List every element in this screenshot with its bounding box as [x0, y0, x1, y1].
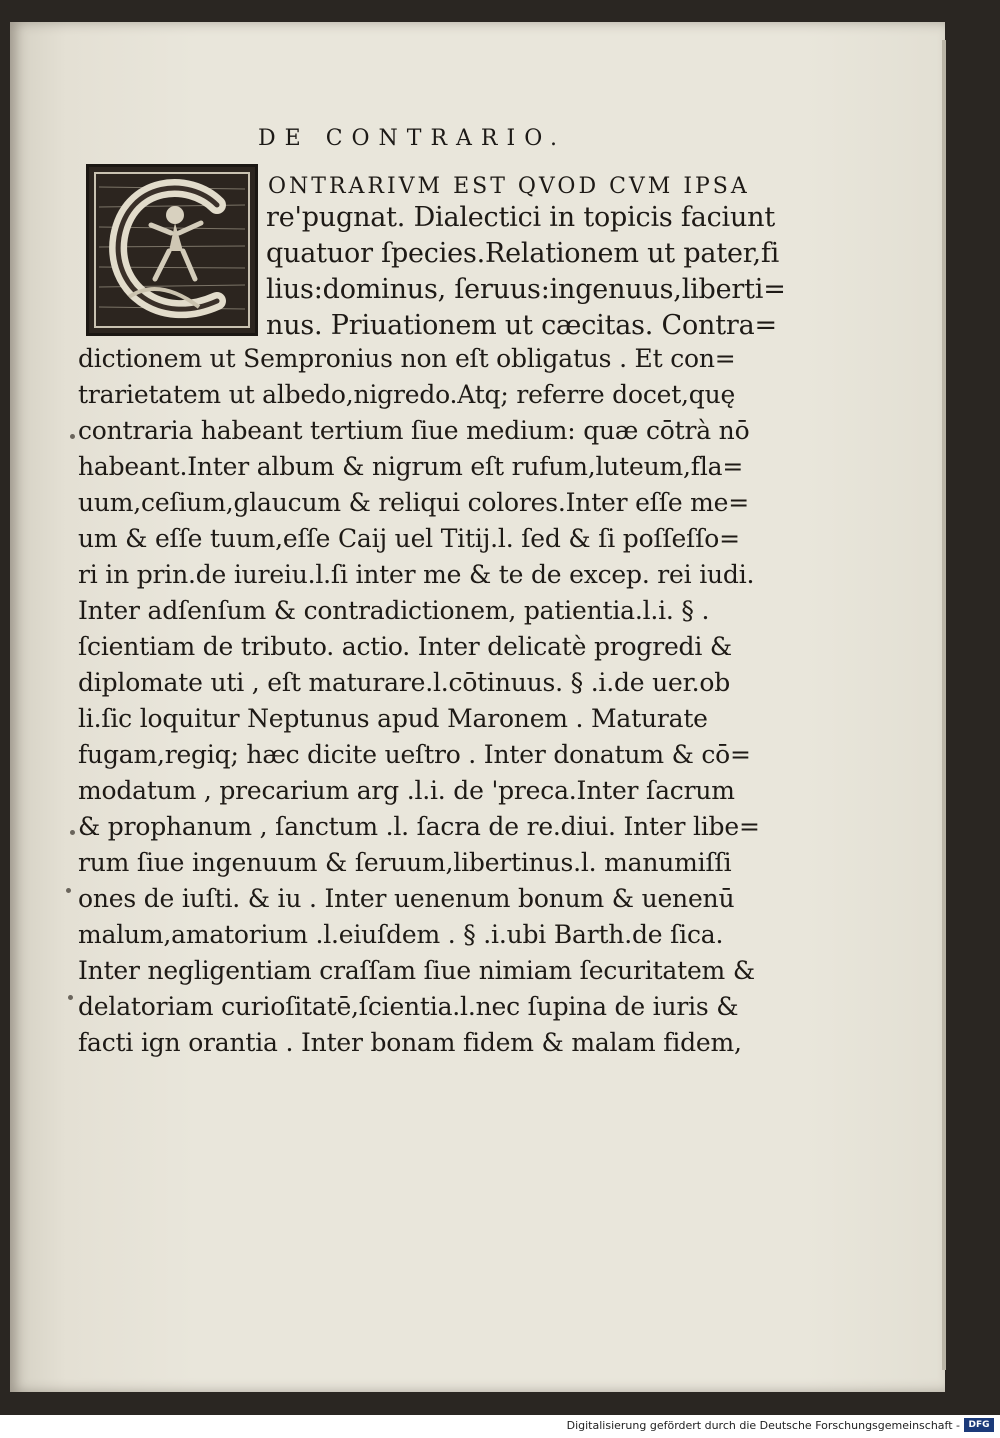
text-line-3: quatuor ſpecies.Relationem ut pater,fi: [266, 238, 780, 269]
text-line-2: re'pugnat. Dialectici in topicis faciunt: [266, 202, 776, 233]
text-line-8: contraria habeant tertium ſiue medium: quæ cōtrà nō: [78, 416, 750, 445]
text-line-15: diplomate uti , eſt maturare.l.cōtinuus. § .i.de uer.ob: [78, 668, 731, 697]
text-line-6: dictionem ut Sempronius non eſt obligatus . Et con=: [78, 344, 736, 373]
text-line-25: facti ign orantia . Inter bonam fidem & malam fidem,: [78, 1028, 742, 1057]
text-line-20: rum ſiue ingenuum & ſeruum,libertinus.l. manumiſſi: [78, 848, 732, 877]
text-line-19: & prophanum , ſanctum .l. ſacra de re.diui. Inter libe=: [78, 812, 760, 841]
margin-mark: [70, 434, 75, 439]
woodcut-initial-image: [89, 167, 255, 333]
text-line-21: ones de iuſti. & iu . Inter uenenum bonum & uenenū: [78, 884, 735, 913]
text-line-23: Inter negligentiam craſſam ſiue nimiam ſecuritatem &: [78, 956, 755, 985]
text-line-7: trarietatem ut albedo,nigredo.Atq; referre docet,quę: [78, 380, 736, 409]
text-line-16: li.ſic loquitur Neptunus apud Maronem . Maturate: [78, 704, 708, 733]
text-line-14: ſcientiam de tributo. actio. Inter delicatè progredi &: [78, 632, 732, 661]
running-head: DE CONTRARIO.: [258, 126, 566, 151]
text-line-4: lius:dominus, ſeruus:ingenuus,liberti=: [266, 274, 786, 305]
text-line-10: uum,ceſium,glaucum & reliqui colores.Inter eſſe me=: [78, 488, 750, 517]
dfg-logo: DFG: [964, 1418, 994, 1432]
decorated-initial-c: [86, 164, 258, 336]
text-line-12: ri in prin.de iureiu.l.ſi inter me & te de excep. rei iudi.: [78, 560, 755, 589]
text-line-9: habeant.Inter album & nigrum eſt rufum,luteum,fla=: [78, 452, 744, 481]
text-line-5: nus. Priuationem ut cæcitas. Contra=: [266, 310, 777, 341]
text-line-22: malum,amatorium .l.eiuſdem . § .i.ubi Barth.de ſica.: [78, 920, 724, 949]
margin-mark: [70, 830, 75, 835]
margin-mark: [68, 995, 73, 1000]
text-line-11: um & eſſe tuum,eſſe Caij uel Titij.l. ſed & ſi poſſeſſo=: [78, 524, 740, 553]
text-line-17: fugam,regiq; hæc dicite ueſtro . Inter donatum & cō=: [78, 740, 751, 769]
text-line-18: modatum , precarium arg .l.i. de 'preca.Inter ſacrum: [78, 776, 735, 805]
margin-mark: [66, 888, 71, 893]
text-line-24: delatoriam curioſitatē,ſcientia.l.nec ſupina de iuris &: [78, 992, 739, 1021]
page-edge: [942, 40, 946, 1370]
digitization-credit: Digitalisierung gefördert durch die Deutsche Forschungsgemeinschaft -: [566, 1419, 960, 1432]
text-line-1: ONTRARIVM EST QVOD CVM IPSA: [268, 174, 750, 199]
text-line-13: Inter adſenſum & contradictionem, patientia.l.i. § .: [78, 596, 710, 625]
